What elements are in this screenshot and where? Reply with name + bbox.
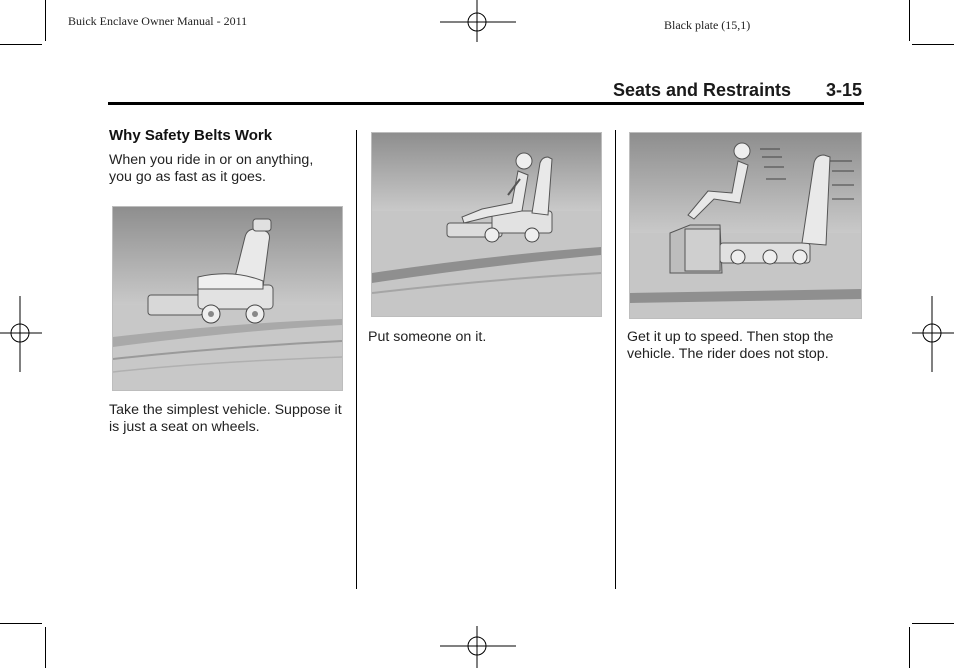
intro-paragraph: When you ride in or on anything, you go as fast as it goes. (109, 152, 314, 185)
section-heading: Why Safety Belts Work (109, 127, 273, 144)
column-divider-1 (356, 130, 357, 589)
figure-caption-3: Get it up to speed. Then stop the vehicle. The rider does not stop. (627, 329, 834, 362)
registration-mark-top (440, 0, 516, 42)
registration-mark-left (0, 296, 42, 372)
plate-label: Black plate (15,1) (664, 18, 751, 32)
seat-on-wheels-illustration (112, 206, 343, 391)
figure-caption-1: Take the simplest vehicle. Suppose it is just a seat on wheels. (109, 402, 342, 435)
registration-mark-right (912, 296, 954, 372)
column-divider-2 (615, 130, 616, 589)
registration-mark-bottom (440, 626, 516, 668)
manual-title: Buick Enclave Owner Manual - 2011 (68, 14, 248, 28)
page-number: 3-15 (826, 80, 863, 100)
sudden-stop-illustration (629, 132, 862, 319)
section-title: Seats and Restraints (613, 80, 792, 100)
header-rule (108, 102, 864, 105)
figure-caption-2: Put someone on it. (368, 329, 487, 345)
person-on-seat-illustration (371, 132, 602, 317)
